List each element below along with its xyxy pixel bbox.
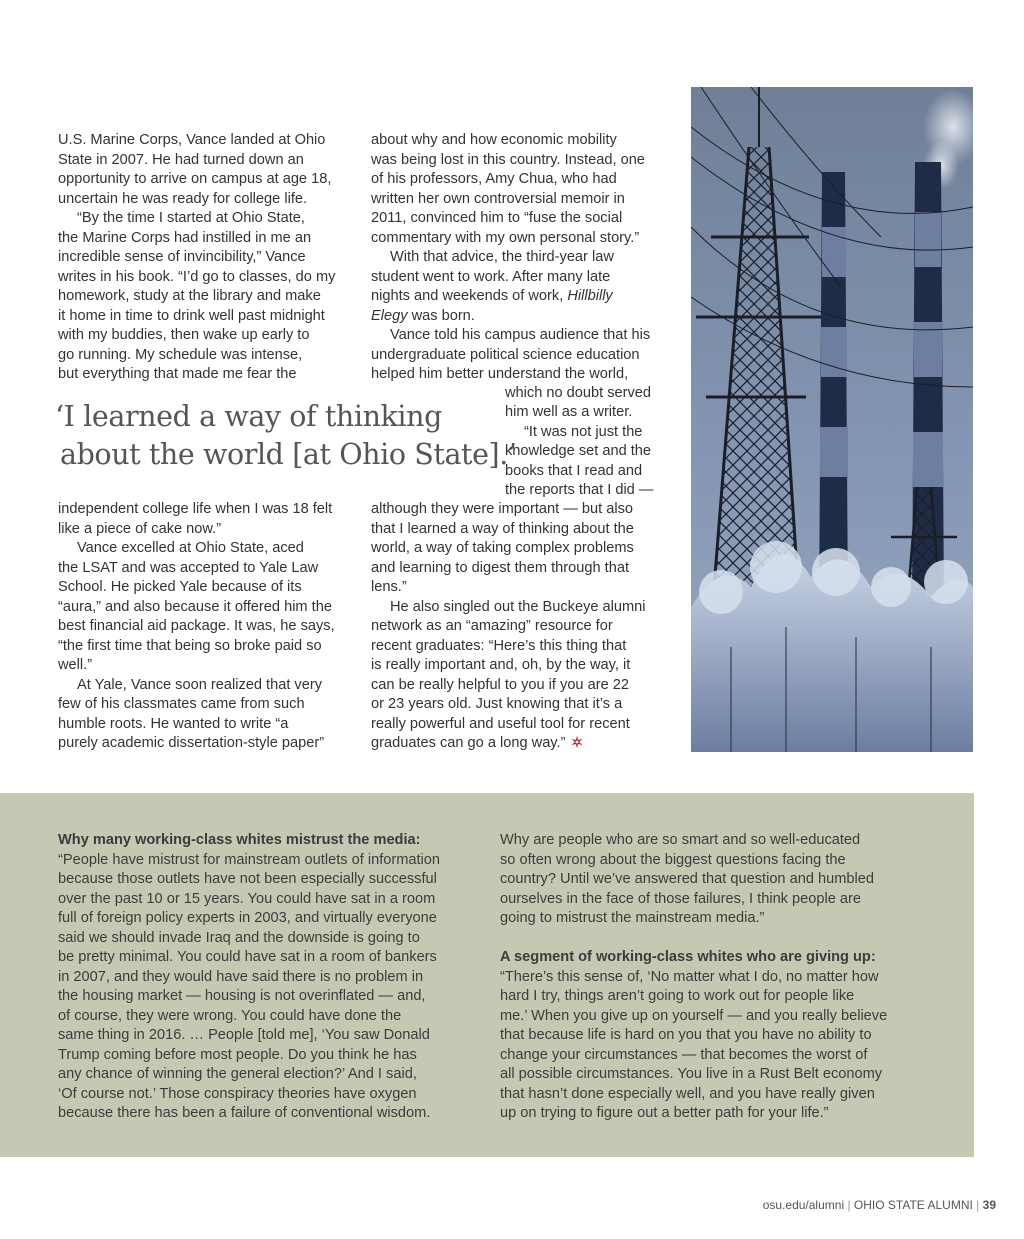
text-line: me.’ When you give up on yourself — and you really believe: [500, 1007, 888, 1024]
sidebar-box: [0, 793, 974, 1157]
book-title: Elegy: [371, 307, 408, 324]
text-line: [371, 734, 646, 754]
text-line: so often wrong about the biggest questions facing the: [500, 851, 846, 868]
text-line: “There’s this sense of, ‘No matter what I do, no matter how: [500, 968, 879, 985]
text-line: written her own controversial memoir in: [371, 190, 625, 207]
footer-publication: OHIO STATE ALUMNI: [853, 1198, 973, 1212]
article-col1-bottom: [58, 500, 335, 754]
text-line: ‘Of course not.’ Those conspiracy theories have oxygen: [58, 1085, 417, 1102]
article-col1-top: [58, 131, 335, 385]
text-line: with my buddies, then wake up early to: [58, 327, 310, 343]
text-fragment: was born.: [411, 307, 475, 324]
text-line: “By the time I started at Ohio State,: [77, 210, 305, 226]
text-line: the Marine Corps had instilled in me an: [58, 229, 312, 246]
smokestacks-and-power-lines-photo: [691, 87, 973, 752]
text-line: student went to work. After many late: [371, 268, 611, 285]
text-line: all possible circumstances. You live in a Rust Belt economy: [500, 1066, 883, 1082]
text-line: lens.”: [371, 579, 407, 595]
text-line: well.”: [58, 657, 93, 673]
text-line: [371, 287, 650, 307]
text-line: With that advice, the third-year law: [390, 249, 614, 265]
text-line: At Yale, Vance soon realized that very: [77, 676, 322, 693]
text-line: or 23 years old. Just knowing that it’s a: [371, 696, 623, 712]
text-line: Vance told his campus audience that his: [390, 327, 651, 343]
sidebar-heading-text: A segment of working-class whites who are giving up:: [500, 949, 876, 965]
text-line: the reports that I did —: [505, 482, 654, 498]
pull-quote-line: ‘I learned a way of thinking: [55, 400, 442, 433]
text-line: that I learned a way of thinking about the: [371, 520, 634, 537]
sidebar-right-column: [500, 831, 887, 1124]
text-line: like a piece of cake now.”: [58, 520, 222, 537]
text-line: humble roots. He wanted to write “a: [58, 715, 289, 732]
pull-quote-line: about the world [at Ohio State].’: [60, 438, 517, 471]
text-line: network as an “amazing” resource for: [371, 618, 613, 634]
text-line: him well as a writer.: [505, 404, 633, 420]
text-line: “People have mistrust for mainstream outlets of information: [58, 851, 441, 868]
text-line: going to mistrust the mainstream media.”: [500, 910, 765, 926]
text-line: “aura,” and also because it offered him the: [58, 598, 332, 615]
text-line: commentary with my own personal story.”: [371, 229, 640, 246]
text-line: opportunity to arrive on campus at age 18,: [58, 171, 332, 187]
text-line: but everything that made me fear the: [58, 366, 297, 382]
text-line: change your circumstances — that becomes the worst of: [500, 1046, 868, 1063]
text-line: full of foreign policy experts in 2003, and virtually everyone: [58, 910, 437, 926]
text-line: “It was not just the: [524, 423, 643, 440]
page-footer: [763, 1198, 996, 1212]
text-line: uncertain he was ready for college life.: [58, 190, 308, 207]
text-line: because there has been a failure of conventional wisdom.: [58, 1105, 431, 1121]
text-line: said we should invade Iraq and the downside is going to: [58, 929, 420, 946]
footer-url: osu.edu/alumni: [762, 1198, 845, 1212]
text-line: few of his classmates came from such: [58, 696, 305, 712]
text-line: over the past 10 or 15 years. You could have sat in a room: [58, 890, 436, 907]
text-line: it home in time to drink well past midnight: [58, 307, 325, 324]
text-line: of his professors, Amy Chua, who had: [371, 171, 617, 187]
pull-quote: [55, 398, 517, 474]
text-line: best financial aid package. It was, he says,: [58, 618, 335, 634]
text-line: knowledge set and the: [505, 443, 652, 459]
text-line: incredible sense of invincibility,” Vance: [58, 249, 306, 265]
article-col2-top: [371, 131, 650, 385]
text-line: hard I try, things aren’t going to work out for people like: [500, 988, 855, 1004]
text-line: go running. My schedule was intense,: [58, 346, 303, 363]
footer-separator: |: [976, 1198, 980, 1212]
text-line: any chance of winning the general election?’ And I said,: [58, 1066, 417, 1082]
end-of-story-star-icon: [570, 735, 584, 749]
text-line: Why are people who are so smart and so well-educated: [500, 832, 861, 848]
text-line: homework, study at the library and make: [58, 288, 321, 304]
text-line: the housing market — housing is not overinflated — and,: [58, 988, 426, 1004]
text-line: and learning to digest them through that: [371, 559, 629, 576]
text-line: about why and how economic mobility: [371, 132, 617, 148]
text-line: [371, 307, 650, 327]
article-col2-narrow: [505, 384, 653, 501]
sidebar-left-column: [58, 831, 440, 1124]
text-line: independent college life when I was 18 felt: [58, 501, 333, 517]
text-line: which no doubt served: [505, 384, 652, 401]
text-line: can be really helpful to you if you are 22: [371, 676, 629, 693]
text-line: really powerful and useful tool for recent: [371, 715, 630, 732]
text-line: because those outlets have not been especially successful: [58, 871, 437, 887]
text-line: undergraduate political science education: [371, 346, 640, 363]
text-line: U.S. Marine Corps, Vance landed at Ohio: [58, 132, 326, 148]
text-line: writes in his book. “I’d go to classes, do my: [58, 268, 336, 285]
text-line: He also singled out the Buckeye alumni: [390, 598, 646, 615]
article-col2-bottom: [371, 500, 646, 754]
spacer: [500, 929, 887, 949]
text-line: helped him better understand the world,: [371, 366, 629, 382]
footer-separator: |: [847, 1198, 851, 1212]
text-line: same thing in 2016. … People [told me], ‘You saw Donald: [58, 1027, 430, 1043]
text-line: is really important and, oh, by the way, it: [371, 657, 631, 673]
text-line: “the first time that being so broke paid so: [58, 637, 322, 654]
text-line: purely academic dissertation-style paper”: [58, 735, 325, 751]
text-line: of course, they were wrong. You could have done the: [58, 1007, 402, 1024]
book-title: Hillbilly: [567, 288, 613, 304]
text-line: 2011, convinced him to “fuse the social: [371, 210, 623, 226]
text-line: Trump coming before most people. Do you think he has: [58, 1046, 417, 1063]
text-line: Vance excelled at Ohio State, aced: [77, 540, 304, 556]
text-line: in 2007, and they would have said there is no problem in: [58, 968, 424, 985]
text-fragment: nights and weekends of work,: [371, 288, 564, 304]
text-line: recent graduates: “Here’s this thing that: [371, 637, 627, 654]
sidebar-heading: [58, 831, 440, 851]
text-line: although they were important — but also: [371, 501, 634, 517]
text-line: that hasn’t done especially well, and you have really given: [500, 1085, 875, 1102]
text-line: country? Until we’ve answered that question and humbled: [500, 871, 874, 887]
text-line: School. He picked Yale because of its: [58, 579, 302, 595]
text-line: books that I read and: [505, 462, 643, 479]
text-line: the LSAT and was accepted to Yale Law: [58, 559, 319, 576]
text-line: ourselves in the face of those failures, I think people are: [500, 890, 862, 907]
text-line: up on trying to figure out a better path for your life.”: [500, 1105, 829, 1121]
sidebar-heading-text: Why many working-class whites mistrust the media:: [58, 832, 421, 848]
text-line: be pretty minimal. You could have sat in a room of bankers: [58, 949, 437, 965]
page-number: 39: [982, 1198, 996, 1212]
text-line: was being lost in this country. Instead, one: [371, 151, 645, 168]
text-fragment: graduates can go a long way.”: [371, 735, 566, 751]
sidebar-heading: [500, 948, 887, 968]
text-line: State in 2007. He had turned down an: [58, 151, 304, 168]
text-line: world, a way of taking complex problems: [371, 540, 634, 556]
text-line: that because life is hard on you that you have no ability to: [500, 1027, 872, 1043]
